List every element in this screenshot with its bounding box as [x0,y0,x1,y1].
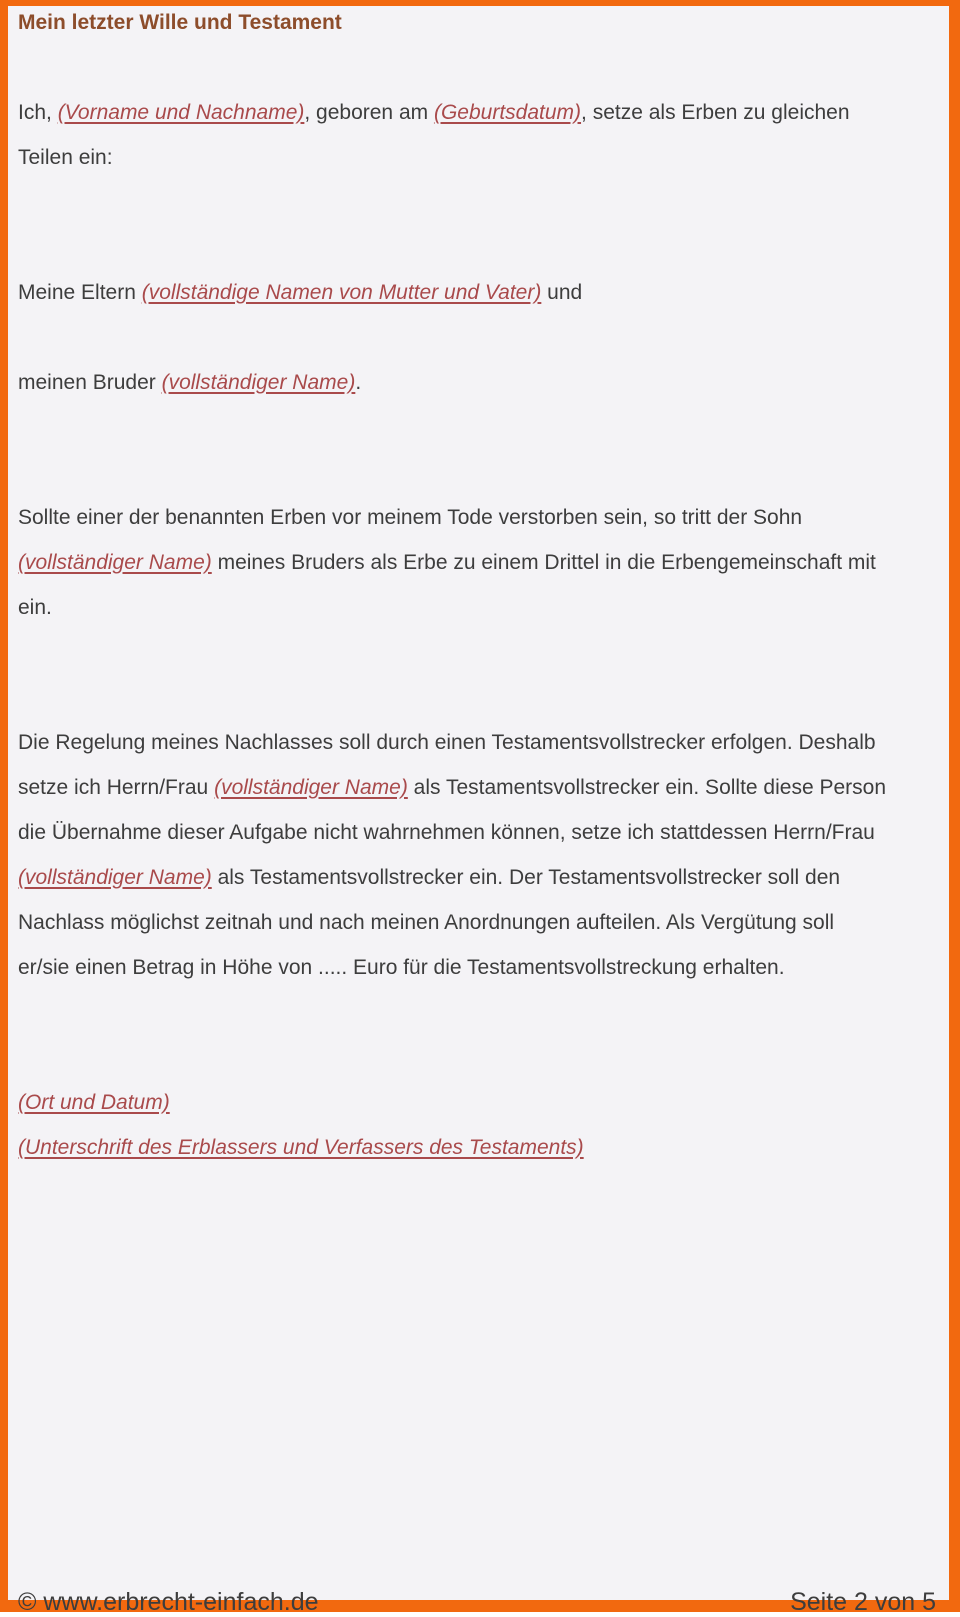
placeholder-field: (Vorname und Nachname) [57,100,305,124]
text-segment: Die Regelung meines Nachlasses soll durch einen Testamentsvollstrecker erfolgen. Deshalb [18,730,876,754]
document-line [18,945,938,990]
blank-line [18,675,938,720]
document-line [18,765,938,810]
text-segment: meinen Bruder [18,370,162,394]
placeholder-field: (vollständiger Name) [18,550,212,574]
text-segment: Sollte einer der benannten Erben vor meinem Tode verstorben sein, so tritt der Sohn [18,505,803,529]
document-line [18,585,938,630]
blank-line [18,225,938,270]
placeholder-field: (Geburtsdatum) [433,100,582,124]
document-line [18,900,938,945]
placeholder-field: (Ort und Datum) [18,1090,170,1114]
document-line [18,540,938,585]
page-footer [18,1588,936,1617]
document-line [18,810,938,855]
blank-line [18,315,938,360]
document-content [16,10,938,1616]
footer-page-number: Seite 2 von 5 [790,1588,936,1616]
blank-line [18,450,938,495]
text-segment: meines Bruders als Erbe zu einem Drittel in die Erbengemeinschaft mit [211,550,876,574]
document-line [18,135,938,180]
blank-line [18,1035,938,1080]
blank-line [18,630,938,675]
document-line [18,360,938,405]
document-line [18,270,938,315]
text-segment: als Testamentsvollstrecker ein. Der Testamentsvollstrecker soll den [211,865,841,889]
blank-line [18,180,938,225]
text-segment: die Übernahme dieser Aufgabe nicht wahrnehmen können, setze ich stattdessen Herrn/Frau [18,820,875,844]
placeholder-field: (Unterschrift des Erblassers und Verfassers des Testaments) [18,1135,584,1159]
text-segment: Meine Eltern [18,280,142,304]
footer-copyright: © www.erbrecht-einfach.de [18,1588,319,1616]
text-segment: Teilen ein: [18,145,113,169]
blank-line [18,405,938,450]
text-segment: , setze als Erben zu gleichen [581,100,850,124]
document-line [18,855,938,900]
placeholder-field: (vollständiger Name) [161,370,356,394]
document-line [18,720,938,765]
text-segment: . [355,370,362,394]
blank-line [18,990,938,1035]
text-segment: ein. [18,595,52,619]
placeholder-field: (vollständiger Name) [18,865,212,889]
placeholder-field: (vollständiger Name) [214,775,408,799]
document-line [18,495,938,540]
document-line [18,1125,938,1170]
text-segment: , geboren am [304,100,434,124]
document-body [18,0,938,1170]
document-title: Mein letzter Wille und Testament [18,10,342,34]
text-segment: Ich, [18,100,58,124]
blank-line [18,45,938,90]
document-line [18,1080,938,1125]
text-segment: und [541,280,583,304]
text-segment: setze ich Herrn/Frau [18,775,215,799]
text-segment: Nachlass möglichst zeitnah und nach meinen Anordnungen aufteilen. Als Vergütung soll [18,910,835,934]
text-segment: als Testamentsvollstrecker ein. Sollte diese Person [407,775,886,799]
document-line [18,90,938,135]
text-segment: er/sie einen Betrag in Höhe von ..... Euro für die Testamentsvollstreckung erhalten. [18,955,785,979]
placeholder-field: (vollständige Namen von Mutter und Vater) [141,280,542,304]
